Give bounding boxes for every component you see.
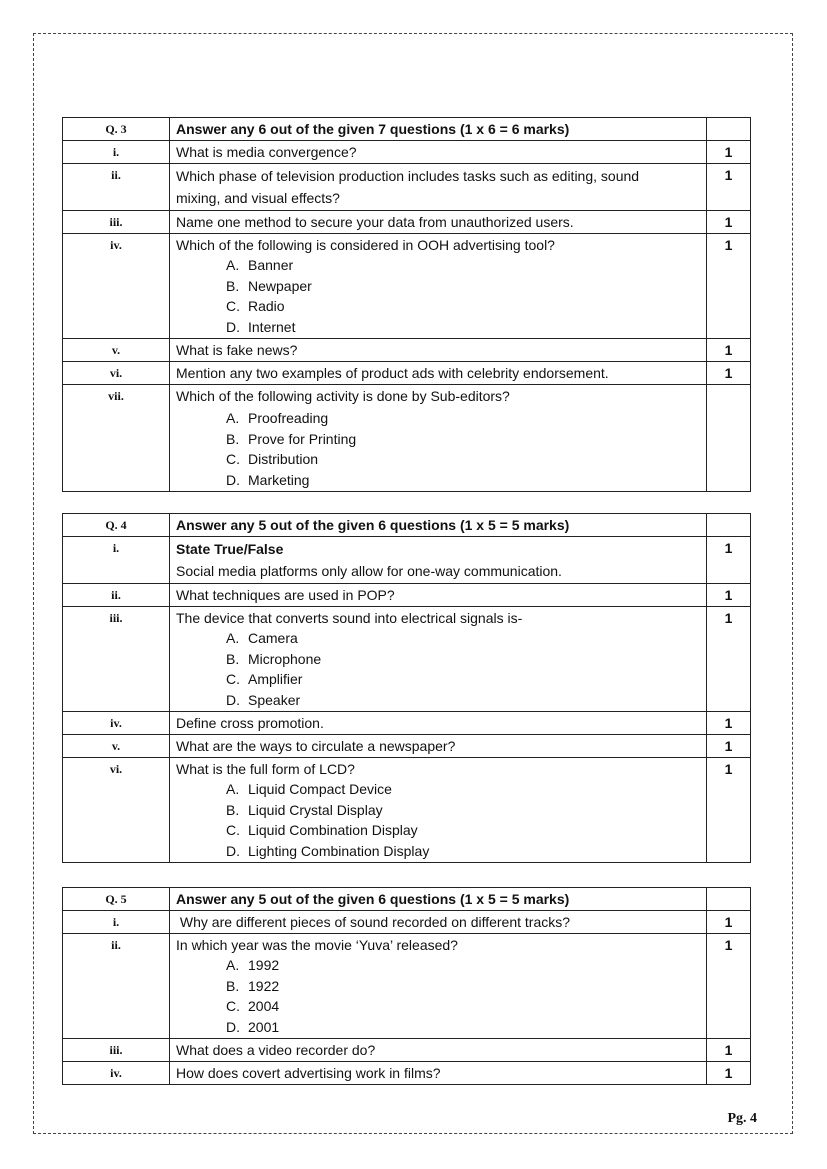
q3-table: [62, 117, 751, 492]
q4-heading: Answer any 5 out of the given 6 questions (1 x 5 = 5 marks): [170, 514, 707, 537]
option-list: [176, 408, 700, 490]
list-item: B. Liquid Crystal Display: [226, 801, 383, 818]
q5-header-row: [63, 888, 751, 911]
table-row: iii. Name one method to secure your data from unauthorized users. 1: [63, 211, 751, 234]
option-list: [176, 628, 700, 710]
list-item: B. Microphone: [226, 650, 322, 667]
q4-table: [62, 513, 751, 863]
q3-label: Q. 3: [63, 118, 170, 141]
q5-label: Q. 5: [63, 888, 170, 911]
q4-label: Q. 4: [63, 514, 170, 537]
table-row: ii. What techniques are used in POP? 1: [63, 584, 751, 607]
q3-header-row: [63, 118, 751, 141]
list-item: D. Internet: [226, 318, 296, 335]
page-number: Pg. 4: [727, 1111, 757, 1126]
table-row: iv. Define cross promotion. 1: [63, 712, 751, 735]
list-item: C. Distribution: [226, 451, 319, 467]
table-row: iv. How does covert advertising work in films? 1: [63, 1062, 751, 1085]
list-item: A. Liquid Compact Device: [226, 781, 392, 797]
table-row: v. What are the ways to circulate a newspaper? 1: [63, 735, 751, 758]
list-item: B. Prove for Printing: [226, 430, 357, 447]
list-item: C. Amplifier: [226, 671, 303, 687]
option-list: [176, 255, 700, 337]
q3-heading: Answer any 6 out of the given 7 questions (1 x 6 = 6 marks): [170, 118, 707, 141]
list-item: D. Marketing: [226, 471, 310, 488]
q5-heading: Answer any 5 out of the given 6 questions (1 x 5 = 5 marks): [170, 888, 707, 911]
list-item: C. Radio: [226, 298, 285, 314]
list-item: C. 2004: [226, 998, 280, 1014]
table-row: i. State True/False Social media platforms only allow for one-way communication. 1: [63, 537, 751, 584]
list-item: A. Banner: [226, 257, 294, 273]
list-item: A. 1992: [226, 957, 280, 973]
table-row: iii. What does a video recorder do? 1: [63, 1039, 751, 1062]
option-list: [176, 779, 700, 861]
list-item: C. Liquid Combination Display: [226, 822, 418, 838]
list-item: D. Speaker: [226, 691, 301, 708]
table-row: vi. What is the full form of LCD? A. Liquid Compact Device B. Liquid Crystal Display C. Liquid Combination Display D. Lighting Combination Display 1: [63, 758, 751, 863]
table-row: vii. Which of the following activity is done by Sub-editors? A. Proofreading B. Prove for Printing C. Distribution D. Marketing: [63, 385, 751, 492]
q5-table: [62, 887, 751, 1085]
list-item: D. Lighting Combination Display: [226, 842, 430, 859]
list-item: B. Newpaper: [226, 277, 312, 294]
table-row: iii. The device that converts sound into electrical signals is- A. Camera B. Microphone C. Amplifier D. Speaker 1: [63, 607, 751, 712]
option-list: [176, 955, 700, 1037]
table-row: ii. In which year was the movie ‘Yuva’ released? A. 1992 B. 1922 C. 2004 D. 2001 1: [63, 934, 751, 1039]
table-row: i. What is media convergence? 1: [63, 141, 751, 164]
q4-header-row: [63, 514, 751, 537]
list-item: B. 1922: [226, 977, 280, 994]
table-row: v. What is fake news? 1: [63, 339, 751, 362]
table-row: vi. Mention any two examples of product ads with celebrity endorsement. 1: [63, 362, 751, 385]
list-item: D. 2001: [226, 1018, 280, 1035]
list-item: A. Proofreading: [226, 410, 329, 426]
list-item: A. Camera: [226, 630, 298, 646]
table-row: iv. Which of the following is considered in OOH advertising tool? A. Banner B. Newpaper C. Radio D. Internet 1: [63, 234, 751, 339]
table-row: ii. Which phase of television production includes tasks such as editing, sound mixing, and visual effects? 1: [63, 164, 751, 211]
table-row: i. Why are different pieces of sound recorded on different tracks? 1: [63, 911, 751, 934]
